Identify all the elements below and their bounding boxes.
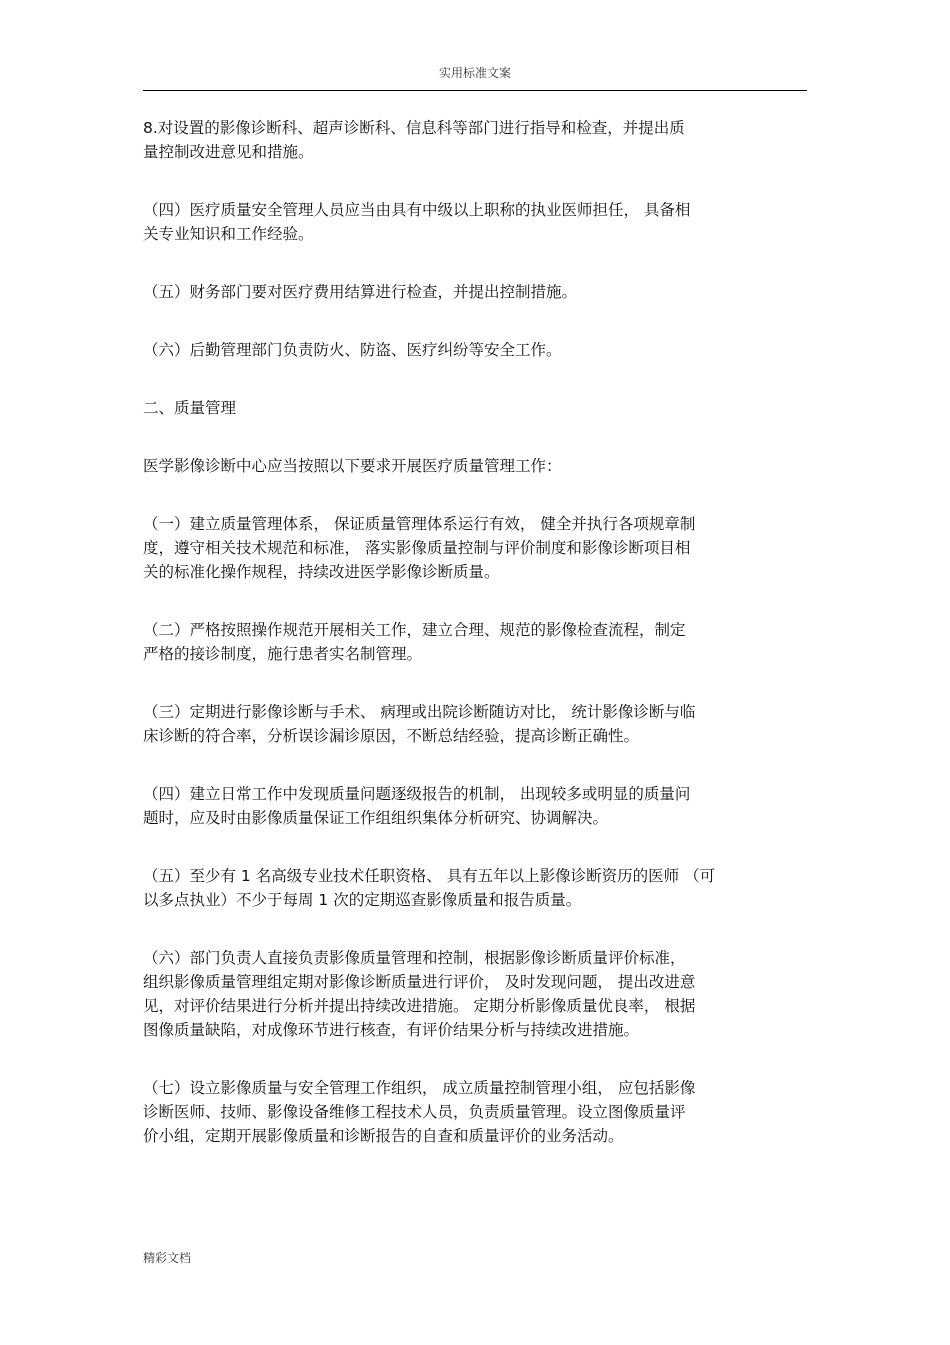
paragraph-line: 8.对设置的影像诊断科、超声诊断科、信息科等部门进行指导和检查，并提出质: [143, 119, 685, 137]
paragraph-line: 关专业知识和工作经验。: [143, 225, 314, 243]
paragraph: [143, 116, 807, 164]
paragraph: [143, 454, 807, 478]
paragraph: [143, 618, 807, 666]
paragraph-line: 关的标准化操作规程，持续改进医学影像诊断质量。: [143, 563, 500, 581]
paragraph-line: （二）严格按照操作规范开展相关工作，建立合理、规范的影像检查流程，制定: [143, 621, 686, 639]
header-divider: [143, 90, 807, 91]
paragraph-line: 量控制改进意见和措施。: [143, 143, 314, 161]
paragraph-line: 严格的接诊制度，施行患者实名制管理。: [143, 645, 423, 663]
page-header: 实用标准文案: [438, 66, 511, 80]
paragraph-line: 见，对评价结果进行分析并提出持续改进措施。 定期分析影像质量优良率， 根据: [143, 997, 696, 1015]
paragraph-line: （五）财务部门要对医疗费用结算进行检查，并提出控制措施。: [143, 283, 578, 301]
paragraph-line: （一）建立质量管理体系， 保证质量管理体系运行有效， 健全并执行各项规章制: [143, 515, 696, 533]
paragraph: [143, 946, 807, 1042]
paragraph: [143, 864, 807, 912]
paragraph-line: （五）至少有 1 名高级专业技术任职资格、 具有五年以上影像诊断资历的医师 （可: [143, 867, 716, 885]
paragraph-line: 度，遵守相关技术规范和标准， 落实影像质量控制与评价制度和影像诊断项目相: [143, 539, 691, 557]
paragraph-line: 诊断医师、技师、影像设备维修工程技术人员，负责质量管理。设立图像质量评: [143, 1103, 686, 1121]
paragraph: [143, 512, 807, 584]
paragraph-line: 以多点执业）不少于每周 1 次的定期巡查影像质量和报告质量。: [143, 891, 582, 909]
document-body: [143, 116, 807, 1182]
paragraph: [143, 338, 807, 362]
paragraph-line: （三）定期进行影像诊断与手术、 病理或出院诊断随访对比， 统计影像诊断与临: [143, 703, 696, 721]
paragraph-line: （四）医疗质量安全管理人员应当由具有中级以上职称的执业医师担任， 具备相: [143, 201, 691, 219]
paragraph-line: 价小组，定期开展影像质量和诊断报告的自查和质量评价的业务活动。: [143, 1127, 624, 1145]
paragraph: [143, 1076, 807, 1148]
paragraph-line: 组织影像质量管理组定期对影像诊断质量进行评价， 及时发现问题， 提出改进意: [143, 973, 696, 991]
paragraph: [143, 396, 807, 420]
paragraph: [143, 198, 807, 246]
paragraph: [143, 280, 807, 304]
paragraph-line: （六）部门负责人直接负责影像质量管理和控制，根据影像诊断质量评价标准，: [143, 949, 686, 967]
paragraph: [143, 782, 807, 830]
paragraph-line: 二、质量管理: [143, 399, 237, 417]
paragraph-line: 床诊断的符合率，分析误诊漏诊原因，不断总结经验，提高诊断正确性。: [143, 727, 640, 745]
paragraph-line: 图像质量缺陷，对成像环节进行核查，有评价结果分析与持续改进措施。: [143, 1021, 640, 1039]
paragraph-line: （六）后勤管理部门负责防火、防盗、医疗纠纷等安全工作。: [143, 341, 562, 359]
paragraph-line: （四）建立日常工作中发现质量问题逐级报告的机制， 出现较多或明显的质量问: [143, 785, 691, 803]
paragraph-line: 题时，应及时由影像质量保证工作组组织集体分析研究、协调解决。: [143, 809, 609, 827]
paragraph-line: （七）设立影像质量与安全管理工作组织， 成立质量控制管理小组， 应包括影像: [143, 1079, 696, 1097]
paragraph-line: 医学影像诊断中心应当按照以下要求开展医疗质量管理工作：: [143, 457, 562, 475]
page-footer: 精彩文档: [143, 1251, 192, 1265]
paragraph: [143, 700, 807, 748]
